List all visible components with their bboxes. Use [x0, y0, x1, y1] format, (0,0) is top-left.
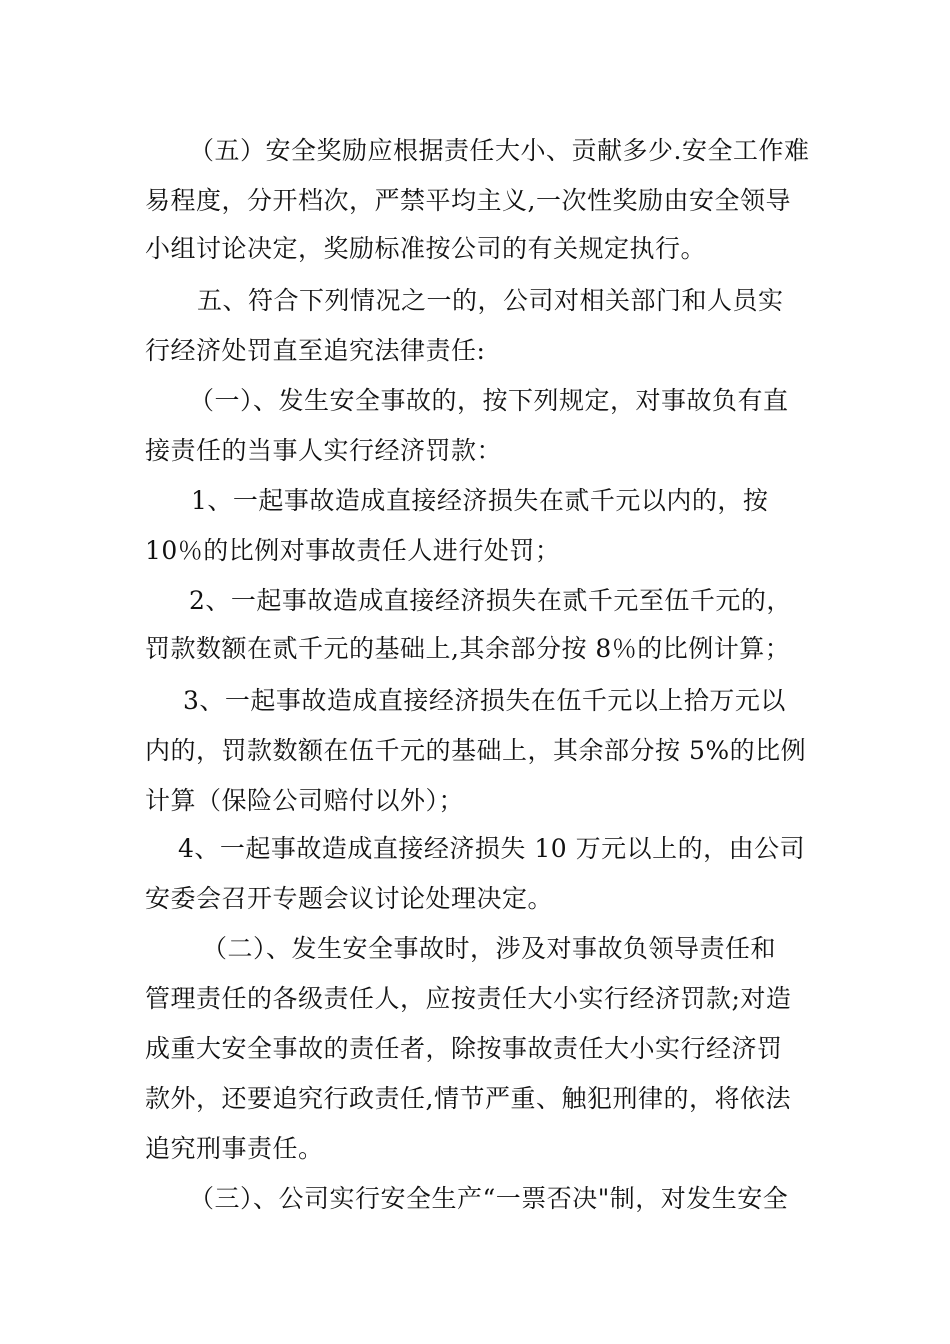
- text-line: （五）安全奖励应根据责任大小、贡献多少.安全工作难: [189, 136, 810, 165]
- text-line: （一）、发生安全事故的，按下列规定，对事故负有直: [189, 386, 789, 415]
- text-line: 内的，罚款数额在伍千元的基础上，其余部分按 5%的比例: [145, 736, 807, 765]
- text-line: 安委会召开专题会议讨论处理决定。: [145, 884, 554, 913]
- text-line: 易程度，分开档次，严禁平均主义,一次性奖励由安全领导: [145, 186, 791, 215]
- text-line: 追究刑事责任。: [145, 1134, 324, 1163]
- text-line: 罚款数额在贰千元的基础上,其余部分按 8％的比例计算；: [145, 634, 791, 663]
- text-line: （三）、公司实行安全生产“一票否决"制，对发生安全: [189, 1184, 789, 1213]
- text-line: 管理责任的各级责任人，应按责任大小实行经济罚款;对造: [145, 984, 792, 1013]
- text-line: 五、符合下列情况之一的，公司对相关部门和人员实: [197, 286, 784, 315]
- text-line: 行经济处罚直至追究法律责任:: [145, 336, 486, 365]
- text-line: （二）、发生安全事故时，涉及对事故负领导责任和: [202, 934, 777, 963]
- text-line: 4、一起事故造成直接经济损失 10 万元以上的，由公司: [178, 834, 806, 863]
- text-line: 10％的比例对事故责任人进行处罚；: [145, 536, 561, 565]
- text-line: 接责任的当事人实行经济罚款：: [145, 436, 503, 465]
- text-line: 计算（保险公司赔付以外）；: [145, 786, 465, 815]
- text-line: 成重大安全事故的责任者，除按事故责任大小实行经济罚: [145, 1034, 783, 1063]
- text-line: 小组讨论决定，奖励标准按公司的有关规定执行。: [145, 234, 707, 263]
- text-line: 款外，还要追究行政责任,情节严重、触犯刑律的，将依法: [145, 1084, 791, 1113]
- text-line: 3、一起事故造成直接经济损失在伍千元以上拾万元以: [183, 686, 786, 715]
- text-line: 1、一起事故造成直接经济损失在贰千元以内的，按: [191, 486, 769, 515]
- text-line: 2、一起事故造成直接经济损失在贰千元至伍千元的，: [189, 586, 792, 615]
